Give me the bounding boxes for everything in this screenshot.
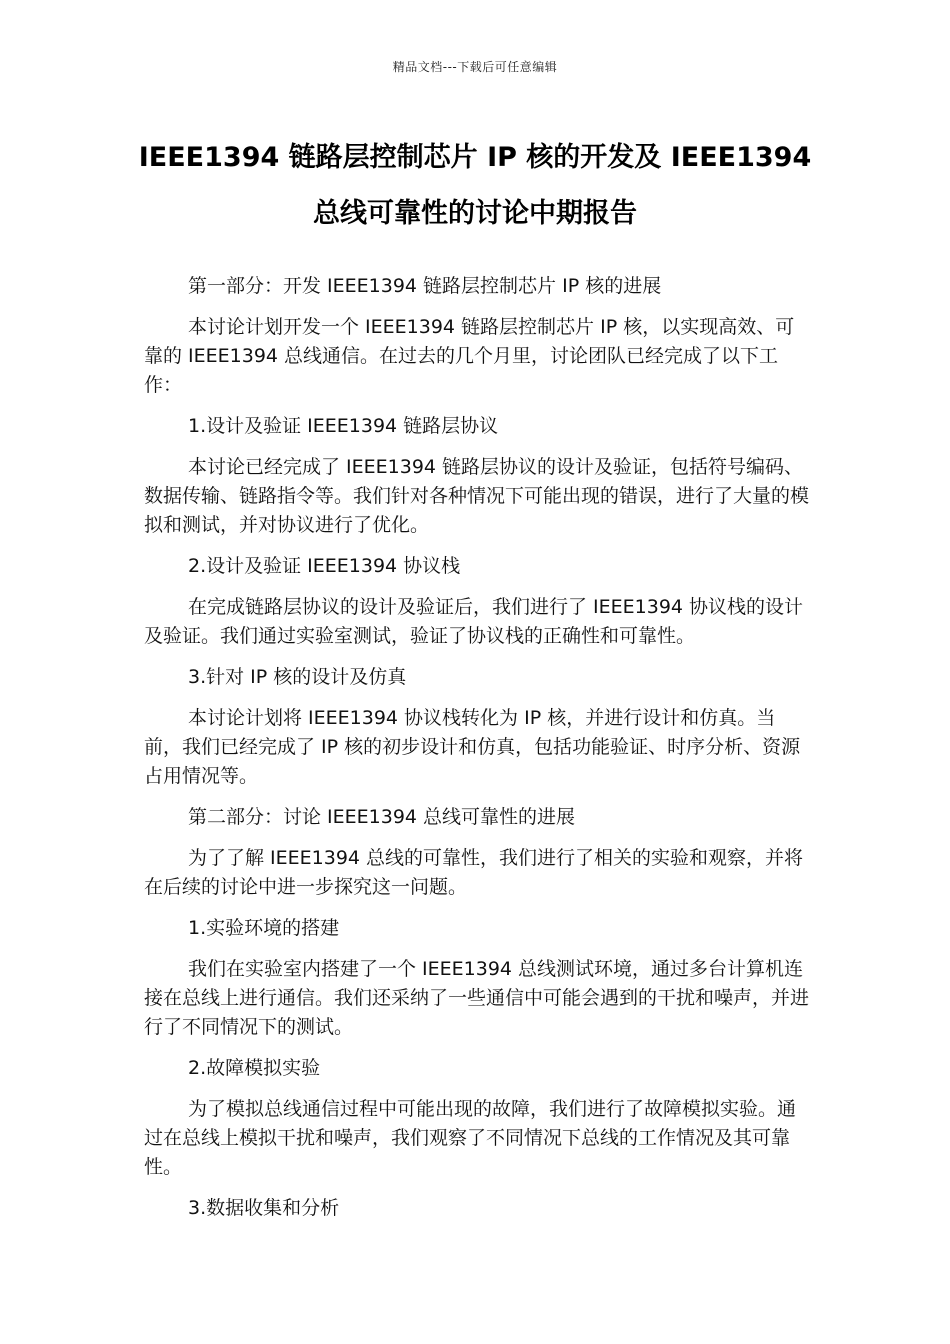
subheading: 3.数据收集和分析	[188, 1197, 340, 1219]
subheading: 3.针对 IP 核的设计及仿真	[188, 666, 407, 688]
paragraph: 为了了解 IEEE1394 总线的可靠性，我们进行了相关的实验和观察，并将在后续的讨论中进一步探究这一问题。	[144, 847, 804, 898]
paragraph: 本讨论已经完成了 IEEE1394 链路层协议的设计及验证，包括符号编码、数据传输、链路指令等。我们针对各种情况下可能出现的错误，进行了大量的模拟和测试，并对协议进行了优化。	[144, 456, 810, 536]
section-heading-part-2: 第二部分：讨论 IEEE1394 总线可靠性的进展	[188, 806, 576, 828]
subheading: 2.设计及验证 IEEE1394 协议栈	[188, 555, 461, 577]
section-heading-part-1: 第一部分：开发 IEEE1394 链路层控制芯片 IP 核的进展	[188, 275, 662, 297]
paragraph: 为了模拟总线通信过程中可能出现的故障，我们进行了故障模拟实验。通过在总线上模拟干扰和噪声，我们观察了不同情况下总线的工作情况及其可靠性。	[144, 1098, 797, 1178]
paragraph: 本讨论计划开发一个 IEEE1394 链路层控制芯片 IP 核，以实现高效、可靠的 IEEE1394 总线通信。在过去的几个月里，讨论团队已经完成了以下工作：	[144, 316, 795, 396]
document-title-line-2: 总线可靠性的讨论中期报告	[313, 198, 637, 229]
document-title-line-1: IEEE1394 链路层控制芯片 IP 核的开发及 IEEE1394	[138, 142, 812, 173]
paragraph: 我们在实验室内搭建了一个 IEEE1394 总线测试环境，通过多台计算机连接在总线上进行通信。我们还采纳了一些通信中可能会遇到的干扰和噪声，并进行了不同情况下的测试。	[144, 958, 810, 1038]
subheading: 1.实验环境的搭建	[188, 917, 340, 939]
subheading: 1.设计及验证 IEEE1394 链路层协议	[188, 415, 499, 437]
paragraph: 在完成链路层协议的设计及验证后，我们进行了 IEEE1394 协议栈的设计及验证。我们通过实验室测试，验证了协议栈的正确性和可靠性。	[144, 596, 804, 647]
subheading: 2.故障模拟实验	[188, 1057, 321, 1079]
header-note: 精品文档---下载后可任意编辑	[392, 60, 558, 74]
document-body	[144, 272, 810, 1235]
paragraph: 本讨论计划将 IEEE1394 协议栈转化为 IP 核，并进行设计和仿真。当前，我们已经完成了 IP 核的初步设计和仿真，包括功能验证、时序分析、资源占用情况等。	[144, 707, 801, 787]
